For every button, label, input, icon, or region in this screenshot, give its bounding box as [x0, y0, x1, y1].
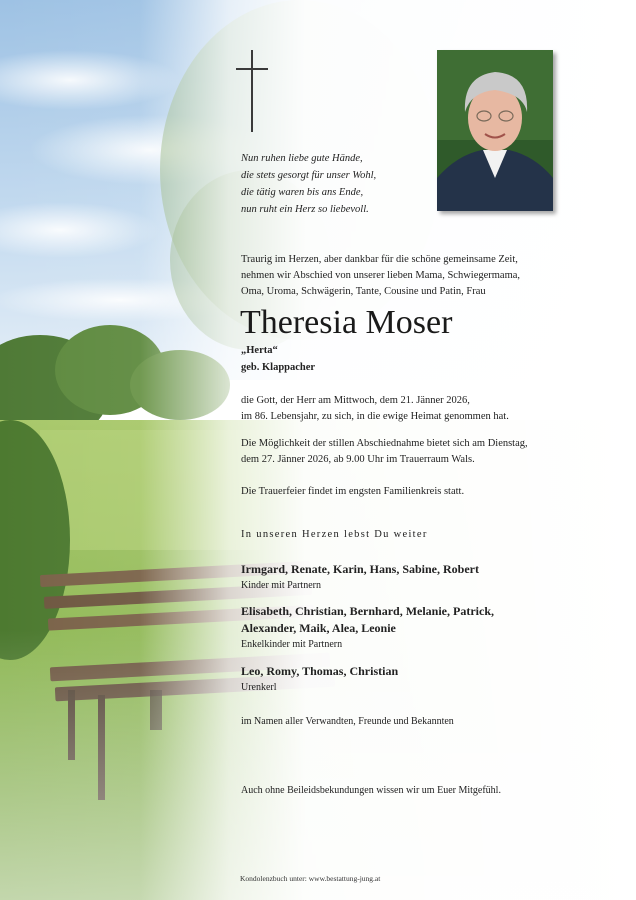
cross-icon: [236, 50, 268, 132]
intro-text: [241, 252, 611, 300]
intro-line: Oma, Uroma, Schwägerin, Tante, Cousine und Patin, Frau: [241, 286, 486, 297]
farewell-notice: [241, 436, 611, 468]
great-grandchildren-role: Urenkerl: [241, 682, 277, 693]
poem: [241, 150, 441, 218]
death-line: im 86. Lebensjahr, zu sich, in die ewige Heimat genommen hat.: [241, 411, 509, 422]
grandchildren-names: Alexander, Maik, Alea, Leonie: [241, 621, 396, 635]
portrait-photo: [437, 50, 553, 211]
intro-line: nehmen wir Abschied von unserer lieben Mama, Schwiegermama,: [241, 270, 521, 281]
hearts-line: In unseren Herzen lebst Du weiter: [241, 529, 428, 540]
condolence-book-link[interactable]: Kondolenzbuch unter: www.bestattung-jung.at: [240, 874, 381, 883]
poem-line: die stets gesorgt für unser Wohl,: [241, 170, 377, 181]
intro-line: Traurig im Herzen, aber dankbar für die schöne gemeinsame Zeit,: [241, 254, 518, 265]
grandchildren-role: Enkelkinder mit Partnern: [241, 639, 343, 650]
poem-line: nun ruht ein Herz so liebevoll.: [241, 204, 369, 215]
deceased-birth-name: geb. Klappacher: [241, 362, 316, 373]
death-line: die Gott, der Herr am Mittwoch, dem 21. Jänner 2026,: [241, 395, 470, 406]
great-grandchildren-names: Leo, Romy, Thomas, Christian: [241, 664, 399, 678]
grandchildren-names: Elisabeth, Christian, Bernhard, Melanie, Patrick,: [241, 604, 494, 618]
deceased-nickname: „Herta“: [241, 345, 278, 356]
ceremony-notice: Die Trauerfeier findet im engsten Familienkreis statt.: [241, 486, 465, 497]
farewell-line: Die Möglichkeit der stillen Abschiednahme bietet sich am Dienstag,: [241, 438, 528, 449]
death-notice: [241, 393, 611, 425]
no-condolences-note: Auch ohne Beileidsbekundungen wissen wir um Euer Mitgefühl.: [241, 785, 501, 796]
poem-line: die tätig waren bis ans Ende,: [241, 187, 364, 198]
children-role: Kinder mit Partnern: [241, 580, 321, 591]
deceased-name: Theresia Moser: [240, 304, 453, 341]
relatives-note: im Namen aller Verwandten, Freunde und Bekannten: [241, 716, 454, 727]
poem-line: Nun ruhen liebe gute Hände,: [241, 153, 363, 164]
farewell-line: dem 27. Jänner 2026, ab 9.00 Uhr im Trauerraum Wals.: [241, 454, 475, 465]
children-names: Irmgard, Renate, Karin, Hans, Sabine, Robert: [241, 562, 479, 576]
